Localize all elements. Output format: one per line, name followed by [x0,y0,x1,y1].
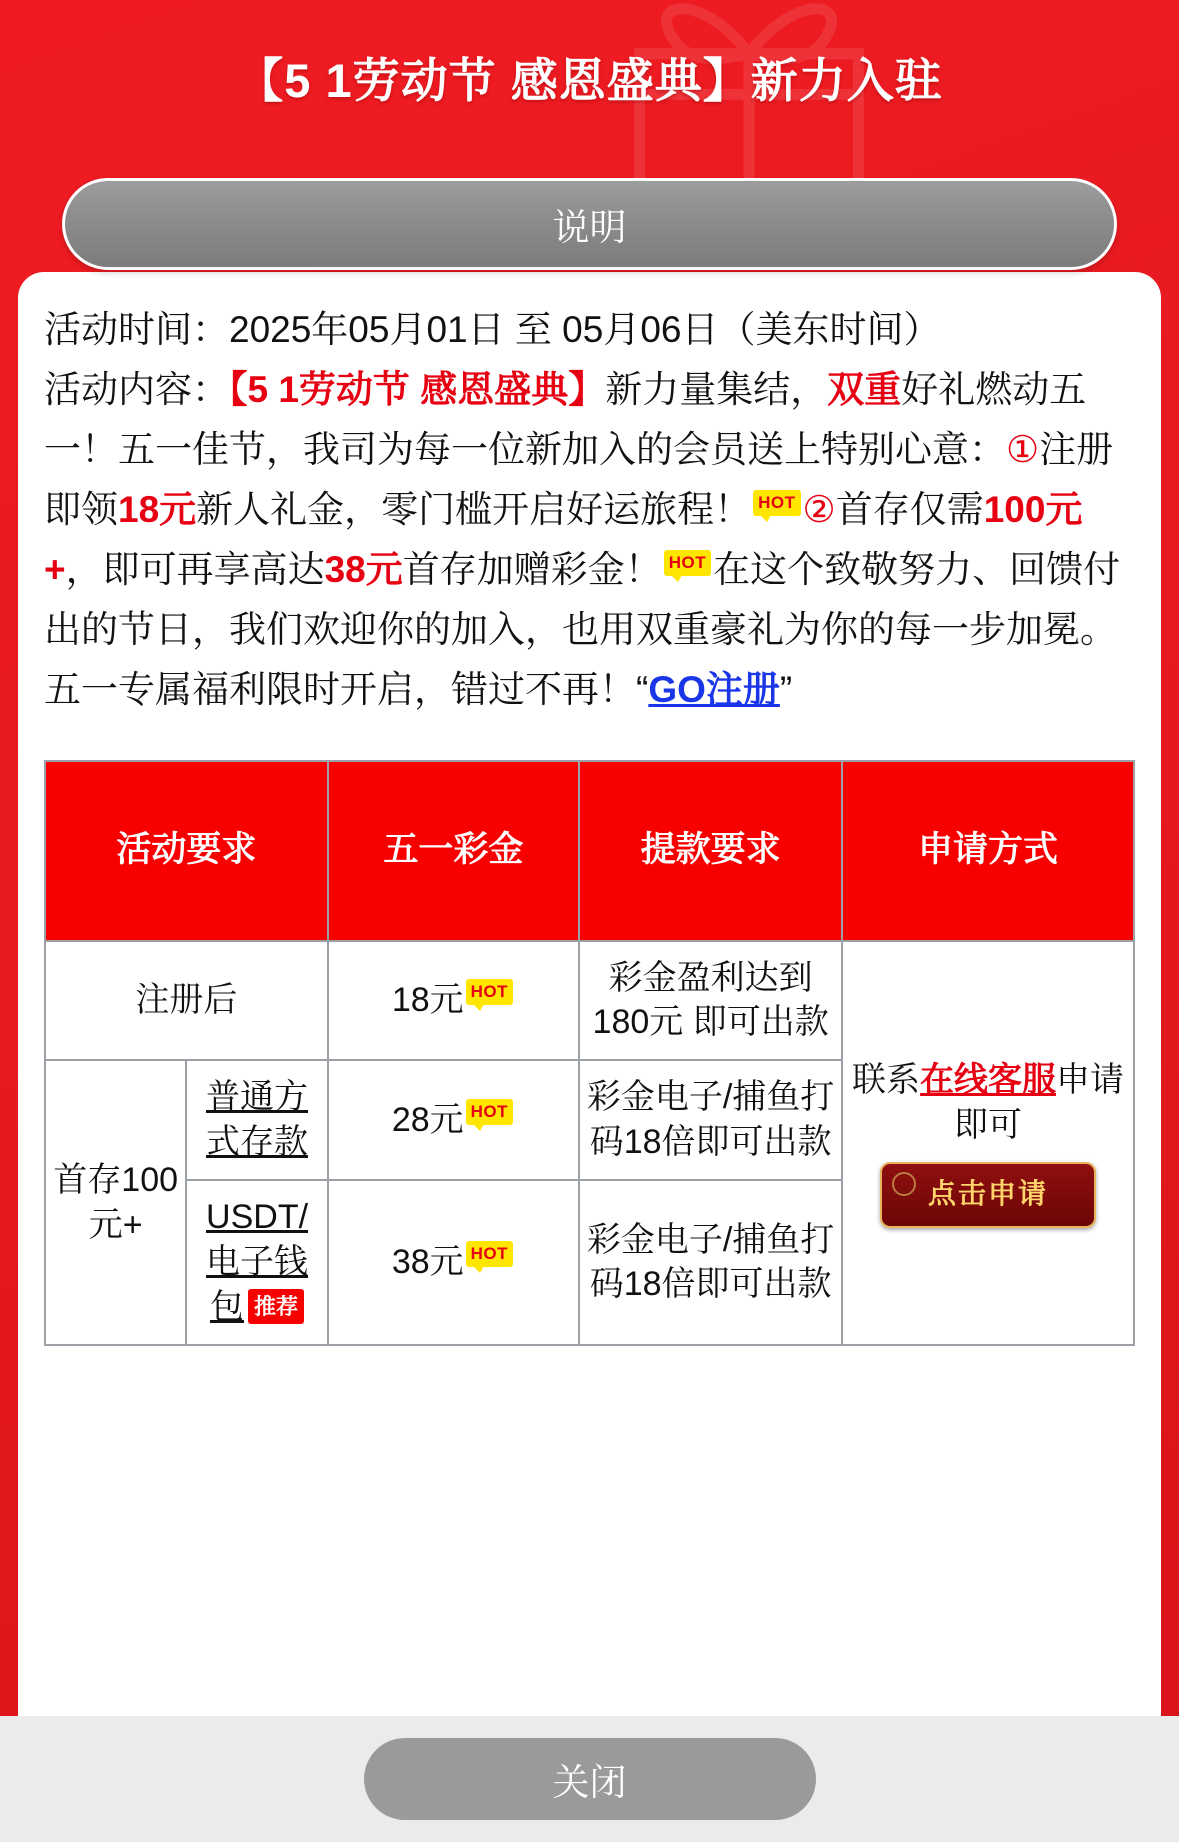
activity-time-value: 2025年05月01日 至 05月06日（美东时间） [229,309,941,350]
description-paragraph [44,300,1135,720]
desc-seg-c: 注册即领 [44,428,1114,530]
row2-group-label: 首存100元+ [45,1060,186,1344]
tab-instructions[interactable] [62,178,1117,270]
row2-bonus-value: 28元 [391,1100,464,1139]
header-apply: 申请方式 [842,761,1134,941]
seal-icon [892,1172,916,1196]
desc-seg-g: 首存加赠彩金！ [402,548,662,590]
tab-instructions-label: 说明 [552,207,627,248]
apply-button[interactable] [880,1162,1096,1228]
apply-suffix: 申请即可 [954,1060,1125,1144]
hot-badge-icon: HOT [664,550,711,576]
desc-shuangchong: 双重 [827,368,902,410]
apply-cell [842,941,1134,1345]
row1-withdraw: 彩金盈利达到180元 即可出款 [579,941,842,1061]
hot-badge-icon: HOT [753,490,800,516]
desc-seg-e: 首存仅需 [835,488,984,530]
header-requirement: 活动要求 [45,761,328,941]
desc-seg-a: 新力量集结， [605,368,828,410]
row3-sub [186,1180,327,1345]
header-withdraw: 提款要求 [579,761,842,941]
close-button[interactable]: 关闭 [364,1738,816,1820]
row1-requirement: 注册后 [45,941,328,1061]
desc-circle-one: ① [1006,428,1040,470]
page-title: 【5 1劳动节 感恩盛典】新力入驻 [236,54,943,107]
row1-bonus-value: 18元 [391,981,464,1019]
desc-seg-b: 好礼燃动五一！五一佳节，我司为每一位新加入的会员送上特别心意： [44,368,1087,470]
desc-seg-d: 新人礼金，零门槛开启好运旅程！ [196,488,752,530]
desc-seg-f: ，即可再享高达 [65,548,325,590]
footer-bar [0,1716,1179,1842]
apply-button-label: 点击申请 [928,1178,1049,1210]
row2-sub [186,1060,327,1180]
online-service-link[interactable]: 在线客服 [920,1060,1057,1099]
content-scroll-area[interactable] [18,300,1161,1716]
desc-amount-38: 38元 [324,548,403,590]
header-bonus: 五一彩金 [328,761,579,941]
content-sheet [18,272,1161,1716]
table-row [45,941,1134,1061]
row2-bonus [328,1060,579,1180]
promotion-table [44,760,1135,1346]
desc-amount-18: 18元 [118,488,197,530]
row2-sub-label: 普通方式存款 [206,1078,309,1162]
desc-seg-h: 在这个致敬努力、回馈付出的节日，我们欢迎你的加入，也用双重豪礼为你的每一步加冕。五一专属福利限时开启，错过不再！ [44,548,1121,710]
row3-bonus [328,1180,579,1345]
desc-circle-two: ② [802,488,836,530]
row3-bonus-value: 38元 [391,1242,464,1281]
activity-time-label: 活动时间： [44,309,229,350]
activity-bracket-title: 【5 1劳动节 感恩盛典】 [229,368,606,410]
hot-badge-icon: HOT [466,979,513,1005]
row3-sub-label: USDT/电子钱包 [206,1198,309,1326]
go-register-link[interactable]: GO注册 [648,668,780,710]
table-header-row [45,761,1134,941]
activity-content-label: 活动内容： [44,368,229,410]
row2-withdraw: 彩金电子/捕鱼打码18倍即可出款 [579,1060,842,1180]
desc-quote-open: “ [636,668,649,710]
desc-amount-100: 100元+ [44,488,1083,590]
recommended-badge: 推荐 [248,1289,304,1324]
row3-withdraw: 彩金电子/捕鱼打码18倍即可出款 [579,1180,842,1345]
hot-badge-icon: HOT [466,1099,513,1125]
desc-quote-close: ” [779,668,793,710]
apply-prefix: 联系 [852,1060,921,1099]
row1-bonus [328,941,579,1061]
hot-badge-icon: HOT [466,1241,513,1267]
